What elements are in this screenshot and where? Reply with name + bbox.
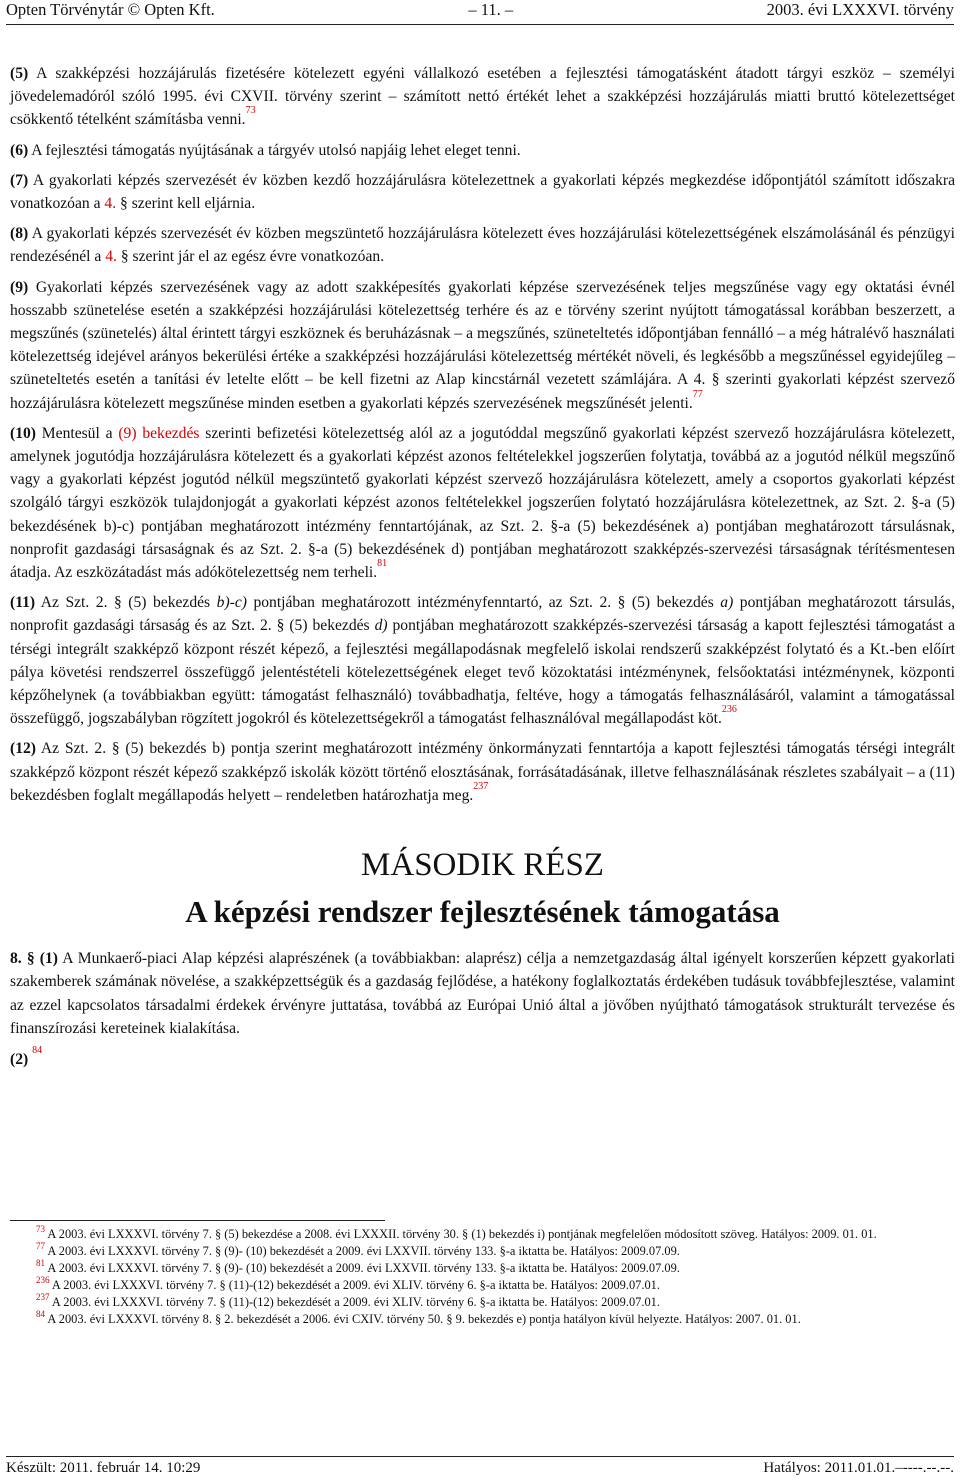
footnote: $^{237}$ A 2003. évi LXXXVI. törvény 7. § (11)-(12) bekezdését a 2009. évi XLIV. törvény 6. §-a iktatta be. Hatályos: 2009.07.01. (36, 1292, 660, 1309)
footnote: $^{84}$ A 2003. évi LXXXVI. törvény 8. § 2. bekezdését a 2006. évi CXIV. törvény 50. § 9. bekezdés e) pontja hatályon kívül helyezte. Hatályos: 2007. 01. 01. (36, 1309, 801, 1326)
part-subtitle: A képzési rendszer fejlesztésének támogatása (185, 894, 780, 930)
paragraph-link[interactable]: (9) bekezdés (118, 424, 200, 442)
paragraph-10: (10) Mentesül a (9) bekezdés szerinti befizetési kötelezettség alól az a jogutóddal megszűnő gyakorlati képzést szervező hozzájárulásra kötelezett, amelynek jogutódja hozzájárulásra kötelezett és a gyakorlati képzést azonos feltételekkel jogszerűen folytatja, továbbá az a jogutód nélkül megszűnő vagy a gyakorlati képzést jogutód nélkül megszüntető gyakorlati képzést szervező hozzájárulásra kötelezett, amely a csoportos gyakorlati képzést szolgáló tárgyi eszközök tulajdonjogát a gyakorlati képzést azonos feltételekkel jogszerűen folytató hozzájárulásra kötelezettnek, az Szt. 2. §-a (5) bekezdésének b)-c) pontjában meghatározott intézmény fenntartójának, az Szt. 2. §-a (5) bekezdésének a) pontjában meghatározott társulásnak, nonprofit gazdasági társaságnak és az Szt. 2. §-a (5) bekezdésének d) pontjában meghatározott szakképzés-szervezési társaságnak térítésmentesen átadja. Az eszközátadást más adókötelezettség nem terheli.$^{81}$ (10, 424, 955, 582)
footer-effective: Hatályos: 2011.01.01.–----.--.--. (763, 1460, 954, 1476)
footnote-ref[interactable]: 84 (32, 1044, 43, 1056)
paragraph-5: (5) A szakképzési hozzájárulás fizetésére kötelezett egyéni vállalkozó esetében a fejlesztési támogatásként átadott tárgyi eszköz – személyi jövedelemadóról szóló 1995. évi CXVII. törvény szerint – számított nettó értékét lehet a szakképzési hozzájárulás miatti bruttó kötelezettséget csökkentő tételként számításba venni.$^{73}$ (10, 65, 955, 129)
paragraph-11: (11) Az Szt. 2. § (5) bekezdés b)-c) pontjában meghatározott intézményfenntartó, az Szt. 2. § (5) bekezdés a) pontjában meghatározott társulás, nonprofit gazdasági társaság és az Szt. 2. § (5) bekezdés d) pontjában meghatározott szakképzés-szervezési társaság a kapott fejlesztési támogatást a térségi integrált szakképző központ részét képező, a fejlesztési megállapodásnak megfelelő iskolai rendszerű szakképzést folytató és a Kt.-ben előírt pálya követési rendszerrel összefüggő jelentéstételi kötelezettségének eleget tevő közoktatási intézménynek, felsőoktatási intézménynek, központi képzőhelynek (a továbbiakban együtt: támogatást felhasználó) továbbadhatja, feltéve, hogy a támogatás felhasználásáról, valamint a támogatással összefüggő, jogszabályban rögzített jogokról és kötelezettségekről a támogatást felhasználóval megállapodást köt.$^{236}$ (10, 594, 956, 728)
paragraph-12: (12) Az Szt. 2. § (5) bekezdés b) pontja szerint meghatározott intézmény önkormányzati fenntartója a kapott fejlesztési támogatás térségi integrált szakképző központ részét képező szakképző iskolák között történő elosztásának, forrásátadásának, illetve felhasználásának részletes szabályait – a (11) bekezdésben foglalt megállapodás helyett – rendeletben határozhatja meg.$^{237}$ (10, 740, 955, 804)
header-page-number: – 11. – (468, 0, 514, 19)
section-8-paragraph-1: 8. § (1) A Munkaerő-piaci Alap képzési alaprészének (a továbbiakban: alaprész) célja a nemzetgazdaság által igényelt korszerűen képzett gyakorlati szakemberek számának növelése, a szakképzettségük és a gazdaság fejlődése, a hatékony foglalkoztatás érdekében tudásuk továbbfejlesztése, valamint az ezzel kapcsolatos társadalmi érdekek érvényre juttatása, továbbá az Európai Unió által a jövőben nyújtható támogatások strukturált tervezése és finanszírozási kereteinek kialakítása. (10, 950, 955, 1037)
page-footer (6, 1460, 954, 1477)
footnote: $^{77}$ A 2003. évi LXXXVI. törvény 7. § (9)- (10) bekezdését a 2009. évi LXXVII. törvény 133. §-a iktatta be. Hatályos: 2009.07.09. (36, 1241, 680, 1258)
footnote: $^{236}$ A 2003. évi LXXXVI. törvény 7. § (11)-(12) bekezdését a 2009. évi XLIV. törvény 6. §-a iktatta be. Hatályos: 2009.07.01. (36, 1275, 660, 1292)
footnote: $^{81}$ A 2003. évi LXXXVI. törvény 7. § (9)- (10) bekezdését a 2009. évi LXXVII. törvény 133. §-a iktatta be. Hatályos: 2009.07.09. (36, 1258, 680, 1275)
footnote-ref[interactable]: 81 (377, 558, 388, 570)
footnote-rule (10, 1220, 385, 1221)
part-heading (10, 845, 955, 933)
header-rule (6, 24, 954, 25)
footnote-ref[interactable]: 236 (721, 704, 737, 716)
footer-created: Készült: 2011. február 14. 10:29 (6, 1460, 201, 1476)
paragraph-7: (7) A gyakorlati képzés szervezését év közben kezdő hozzájárulásra kötelezettnek a gyakorlati képzés megkezdése időpontjától számított időszakra vonatkozóan a 4. § szerint kell eljárnia. (10, 171, 955, 213)
header-publisher: Opten Törvénytár © Opten Kft. (6, 0, 215, 19)
paragraph-6: (6) A fejlesztési támogatás nyújtásának a tárgyév utolsó napjáig lehet eleget tenni. (10, 141, 521, 159)
section-link[interactable]: 4. (104, 195, 117, 213)
paragraph-8: (8) A gyakorlati képzés szervezését év közben megszüntető hozzájárulásra kötelezett éves hozzájárulási kötelezettségének elszámolásánál és pénzügyi rendezésénél a 4. § szerint jár el az egész évre vonatkozóan. (10, 225, 955, 266)
footnote-ref[interactable]: 73 (245, 105, 256, 117)
header-law-title: 2003. évi LXXXVI. törvény (766, 0, 954, 19)
document-body (10, 62, 955, 1078)
paragraph-9: (9) Gyakorlati képzés szervezésének vagy az adott szakképesítés gyakorlati képzése szervezésének teljes megszűnése vagy egy oktatási évnél hosszabb szünetelése esetén a szakképzési hozzájárulási kötelezettség terhére és az e törvény szerint nyújtott támogatással korábban beszerzett, a megszűnés (szünetelés) által érintett tárgyi eszköznek és beruházásnak – a megszűnés, szüneteltetés időpontjában fennálló – a még hátralévő használati kötelezettség idejével arányos bekerülési értéke a szakképzési hozzájárulási kötelezettség mértékét növeli, és legkésőbb a megszűnéssel egyidejűleg – szüneteltetés esetén a tanítási év letelte előtt – be kell fizetni az Alap kincstárnál vezetett számlájára. A 4. § szerinti gyakorlati képzést szervező hozzájárulásra kötelezett megszűnése minden esetben a gyakorlati képzés szervezésének megszűnését jelenti.$^{77}$ (10, 278, 955, 412)
footer-rule (6, 1456, 954, 1457)
footnote-ref[interactable]: 237 (473, 780, 489, 792)
footnotes (10, 1220, 955, 1328)
section-link[interactable]: 4. (105, 248, 117, 266)
page-header (6, 0, 954, 22)
footnote: $^{73}$ A 2003. évi LXXXVI. törvény 7. § (5) bekezdése a 2008. évi LXXXII. törvény 30. § (1) bekezdés i) pontjának megfelelően módosított szöveg. Hatályos: 2009. 01. 01. (36, 1224, 877, 1241)
section-8-paragraph-2: (2) $^{84}$ (10, 1044, 43, 1068)
part-title: MÁSODIK RÉSZ (361, 847, 604, 884)
footnote-ref[interactable]: 77 (692, 388, 703, 400)
